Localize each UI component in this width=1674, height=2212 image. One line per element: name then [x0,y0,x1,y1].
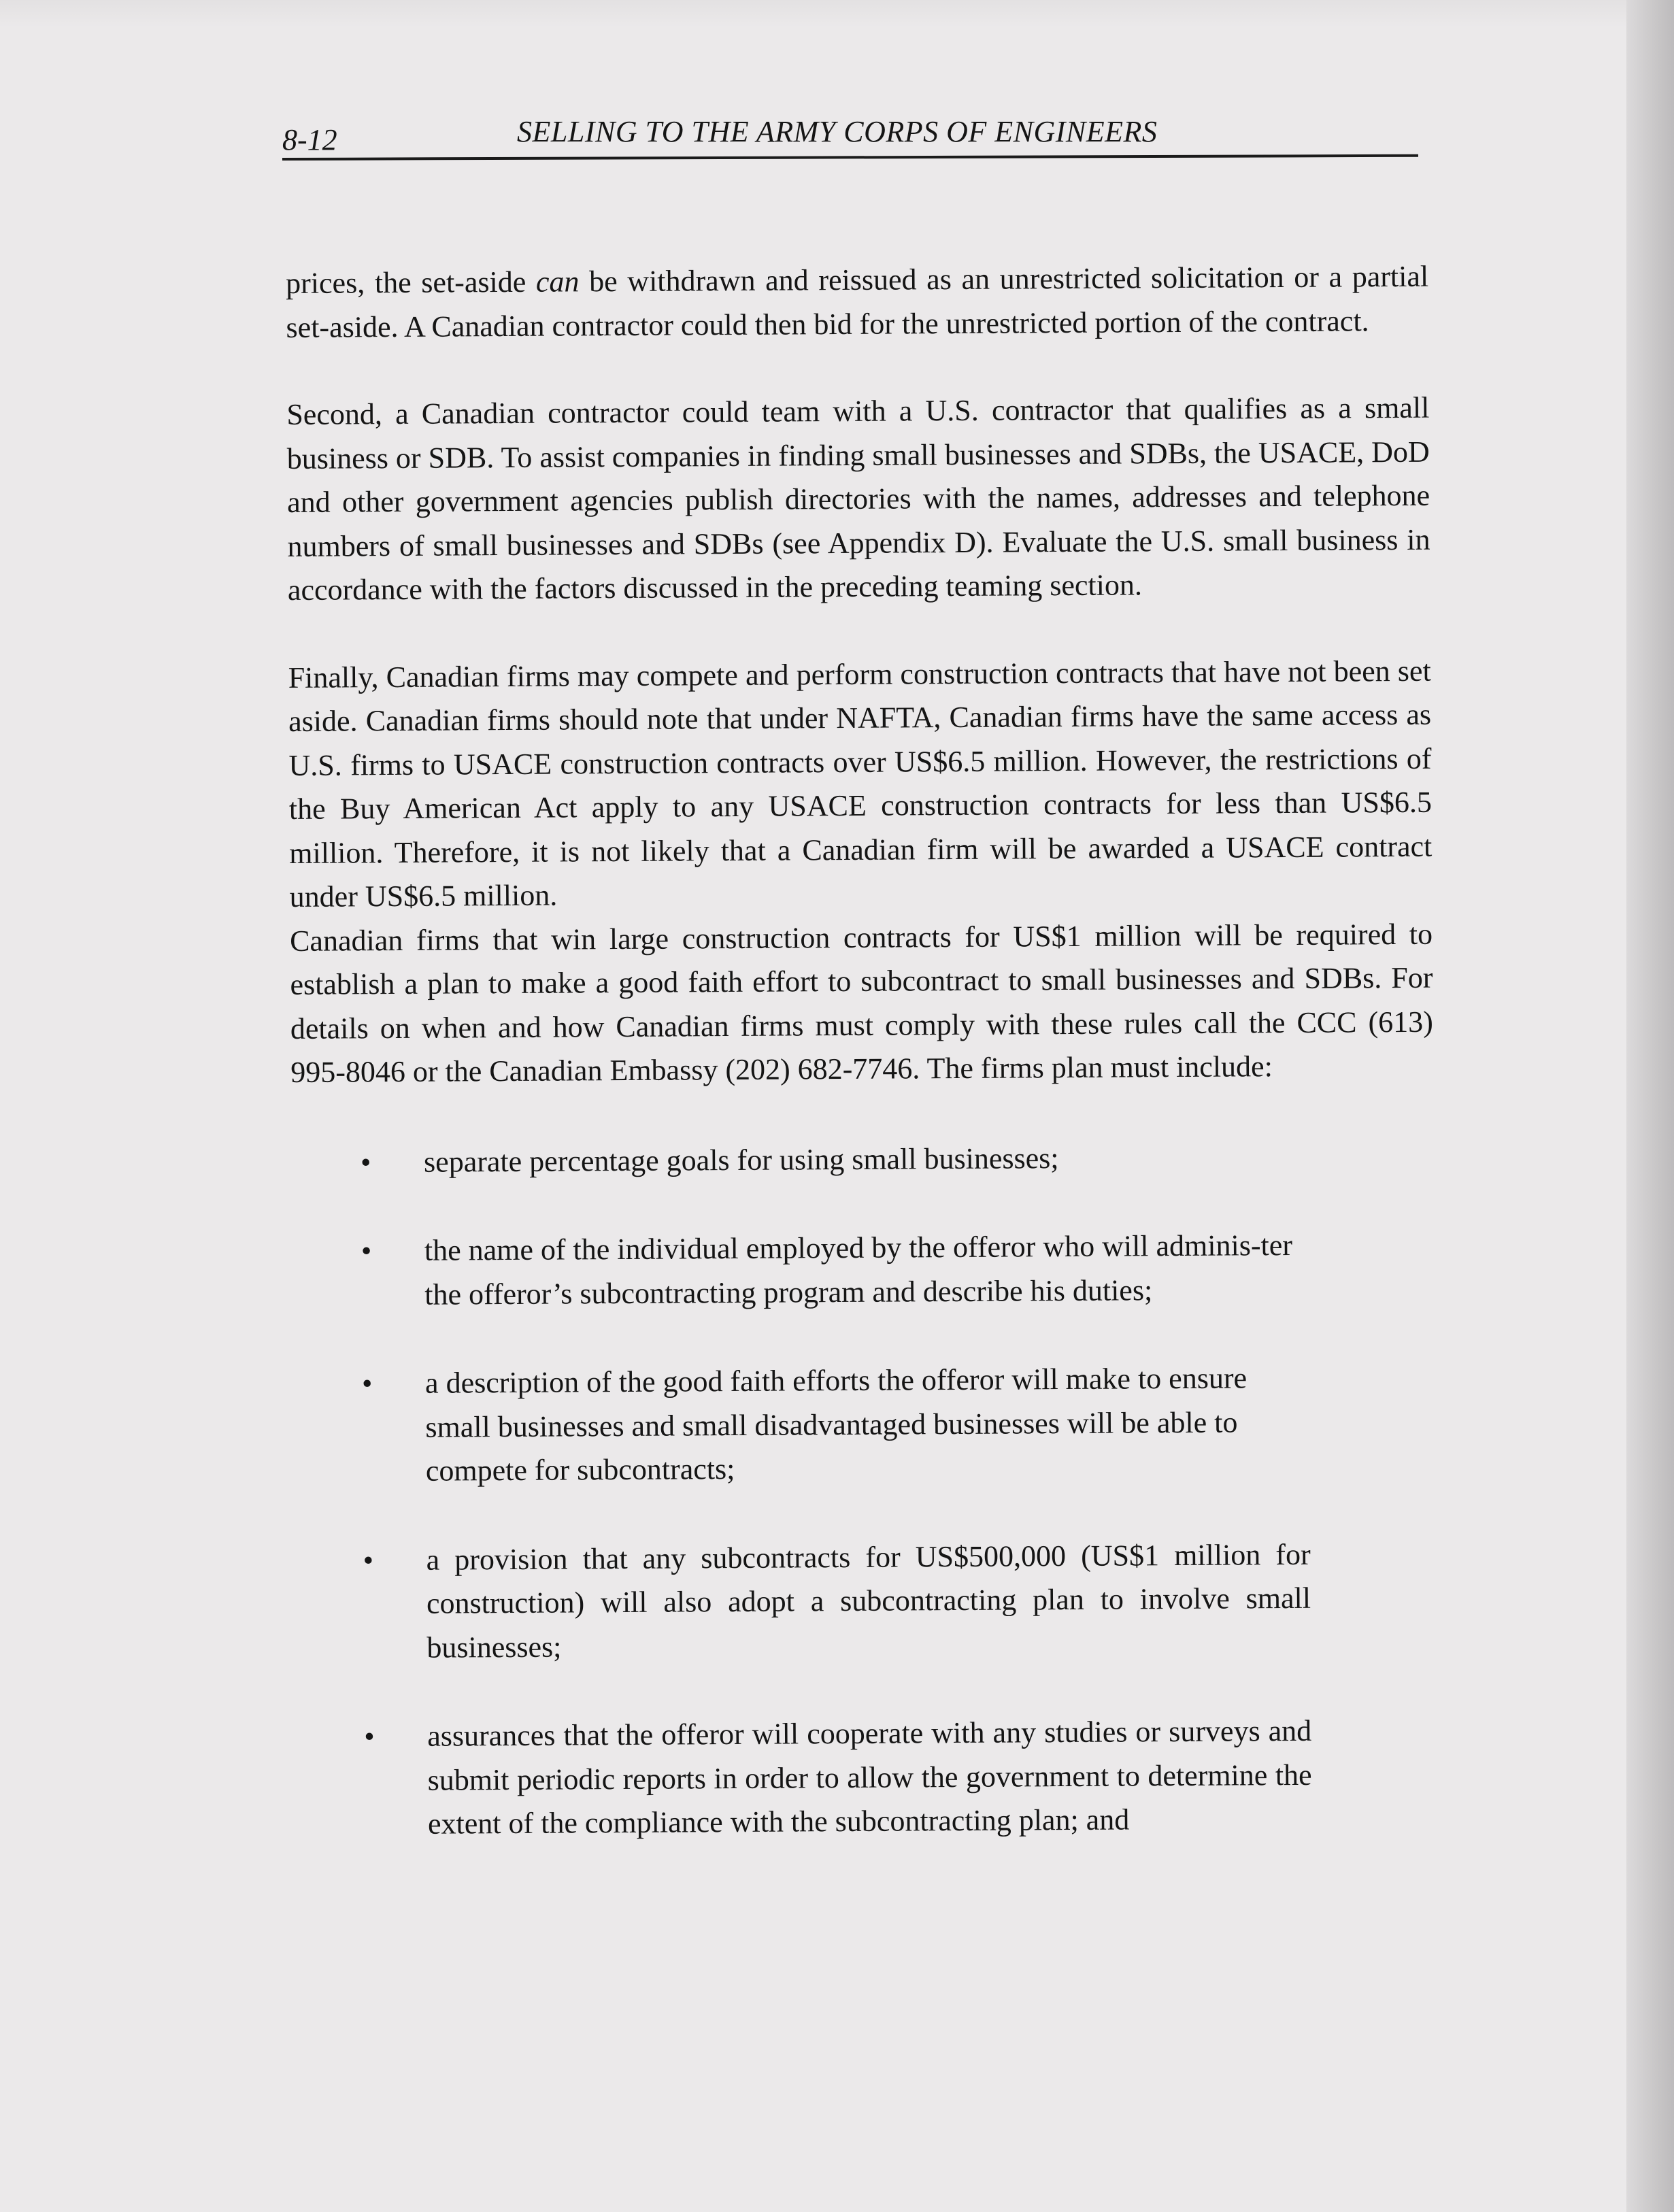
list-item-text: assurances that the offeror will cooperate with any studies or surveys and submit periodic reports in order to allow the government to determine the extent of the compliance with the subcontracting plan; and [427,1713,1312,1841]
list-item-text: a description of the good faith efforts the offeror will make to ensure small businesses and small disadvantaged businesses will be able to compete for subcontracts; [424,1361,1248,1488]
page-edge-shadow-right [1626,0,1674,2212]
page-header [282,114,1418,169]
paragraph-subcontract-plan: Canadian firms that win large construction contracts for US$1 million will be required to establish a plan to make a good faith effort to subcontract to small businesses and SDBs. For details on when and how Canadian firms must comply with these rules call the CCC (613) 995-8046 or the Canadian Embassy (202) 682-7746. The firms plan must include: [289,917,1434,1089]
list-item [291,1135,1308,1185]
list-item [295,1709,1312,1847]
bullet-icon: • [361,1234,372,1268]
paragraph-text: prices, the set-aside [286,265,537,300]
page-number: 8-12 [282,123,337,156]
list-item-text: the name of the individual employed by the offeror who will adminis-ter the offeror’s subcontracting program and describe his duties; [424,1228,1293,1311]
bullet-icon: • [363,1543,374,1577]
running-title: SELLING TO THE ARMY CORPS OF ENGINEERS [517,115,1158,148]
plan-requirements-list [291,1134,1438,1847]
bullet-icon: • [361,1367,373,1401]
paragraph-text: be withdrawn and reissued as an unrestricted solicitation or a partial set-aside. A Canadian contractor could then bid for the unrestricted portion of the contract. [286,259,1429,344]
page-edge-shadow-top [0,0,1674,27]
list-item [292,1224,1309,1318]
paragraph-set-aside-withdrawal [286,255,1429,350]
list-item-text: a provision that any subcontracts for US$500,000 (US$1 million for construction) will also adopt a subcontracting plan to involve small businesses; [426,1537,1311,1664]
emphasized-word: can [535,265,580,299]
bullet-icon: • [360,1145,371,1179]
list-item [292,1356,1310,1494]
paragraph-teaming: Second, a Canadian contractor could team with a U.S. contractor that qualifies as a small business or SDB. To assist companies in finding small businesses and SDBs, the USACE, DoD and other government agencies publish directories with the names, addresses and telephone numbers of small businesses and SDBs (see Appendix D). Evaluate the U.S. small business in accordance with the factors discussed in the preceding teaming section. [286,390,1430,607]
page-body [286,255,1439,1892]
bullet-icon: • [364,1720,375,1754]
list-item [293,1532,1311,1671]
list-item-text: separate percentage goals for using small businesses; [423,1141,1059,1179]
paragraph-nafta: Finally, Canadian firms may compete and perform construction contracts that have not been set aside. Canadian firms should note that under NAFTA, Canadian firms have the same access as U.S. firms to USACE construction contracts over US$6.5 million. However, the restrictions of the Buy American Act apply to any USACE construction contracts for less than US$6.5 million. Therefore, it is not likely that a Canadian firm will be awarded a USACE contract under US$6.5 million. [288,654,1433,914]
